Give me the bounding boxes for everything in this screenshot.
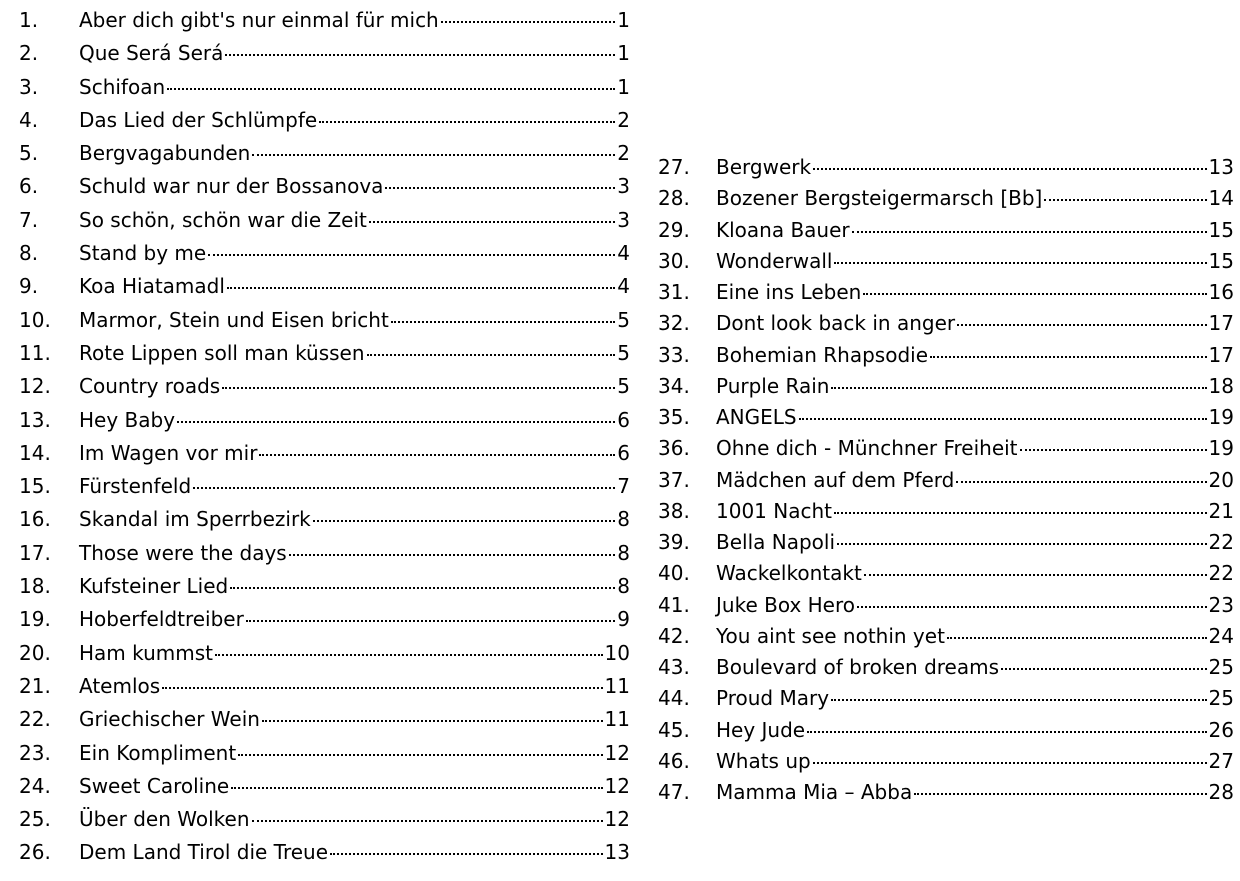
toc-entry-number: 29. [658, 217, 690, 242]
toc-entry-page: 2 [617, 107, 630, 132]
toc-entry-title: Das Lied der Schlümpfe [79, 107, 318, 132]
dotted-leader [262, 720, 603, 722]
toc-entry-title: Kufsteiner Lied [79, 574, 229, 599]
toc-entry [658, 749, 1234, 780]
toc-left-column [19, 8, 630, 874]
toc-entry-title: Those were the days [79, 540, 287, 565]
toc-entry-page: 19 [1208, 405, 1234, 429]
toc-entry-title: Juke Box Hero [716, 592, 856, 617]
dotted-leader [246, 620, 615, 622]
toc-entry-page: 11 [604, 673, 630, 698]
toc-entry-title: Bella Napoli [716, 530, 836, 554]
toc-entry-page: 4 [617, 241, 630, 266]
toc-entry-title: Rote Lippen soll man küssen [79, 340, 365, 365]
toc-entry-title: Marmor, Stein und Eisen bricht [79, 307, 389, 332]
toc-entry-page: 3 [617, 174, 630, 199]
toc-entry-page: 5 [617, 307, 630, 332]
toc-entry-page: 12 [604, 807, 630, 832]
toc-entry-number: 45. [658, 717, 690, 742]
toc-entry-number: 30. [658, 248, 690, 273]
toc-entry-page: 15 [1208, 217, 1234, 242]
toc-entry-number: 34. [658, 373, 690, 398]
toc-entry-number: 35. [658, 405, 690, 429]
toc-entry-title: So schön, schön war die Zeit [79, 207, 367, 232]
toc-entry-title: Mädchen auf dem Pferd [716, 467, 955, 492]
toc-entry [19, 174, 630, 207]
toc-entry [19, 141, 630, 174]
toc-entry [658, 218, 1234, 249]
dotted-leader [807, 731, 1206, 733]
dotted-leader [391, 321, 615, 323]
dotted-leader [956, 481, 1206, 483]
dotted-leader [252, 154, 615, 156]
toc-entry-page: 10 [604, 640, 630, 665]
dotted-leader [831, 699, 1207, 701]
toc-entry-page: 11 [604, 707, 630, 732]
toc-entry-title: Boulevard of broken dreams [716, 655, 1000, 679]
dotted-leader [813, 168, 1206, 170]
toc-entry [658, 249, 1234, 280]
toc-entry-number: 10. [19, 307, 51, 332]
toc-entry-title: Purple Rain [716, 373, 830, 398]
toc-entry [19, 208, 630, 241]
toc-entry-title: Griechischer Wein [79, 707, 260, 732]
toc-entry-page: 9 [617, 607, 630, 632]
toc-entry-title: Bohemian Rhapsodie [716, 342, 929, 367]
toc-entry-page: 3 [617, 207, 630, 232]
toc-entry-number: 16. [19, 507, 51, 532]
dotted-leader [215, 654, 603, 656]
toc-entry-page: 4 [617, 274, 630, 299]
dotted-leader [1001, 668, 1207, 670]
toc-entry-title: Mamma Mia – Abba [716, 780, 913, 804]
toc-entry-number: 8. [19, 241, 39, 266]
toc-entry [19, 341, 630, 374]
toc-entry-title: Hoberfeldtreiber [79, 607, 244, 632]
toc-entry-title: Koa Hiatamadl [79, 274, 225, 299]
toc-entry [658, 468, 1234, 499]
dotted-leader [330, 853, 603, 855]
dotted-leader [225, 54, 615, 56]
toc-entry-number: 12. [19, 374, 51, 399]
toc-entry-page: 17 [1208, 342, 1234, 367]
toc-entry-page: 2 [617, 141, 630, 166]
dotted-leader [319, 121, 615, 123]
toc-entry-page: 5 [617, 340, 630, 365]
toc-entry [19, 308, 630, 341]
toc-entry-page: 24 [1208, 623, 1234, 648]
toc-entry-title: Hey Baby [79, 407, 176, 432]
toc-entry-number: 17. [19, 540, 51, 565]
toc-entry [658, 686, 1234, 717]
toc-entry [658, 530, 1234, 561]
toc-entry-title: Ham kummst [79, 640, 214, 665]
toc-entry-title: Atemlos [79, 673, 161, 698]
toc-entry [19, 441, 630, 474]
dotted-leader [947, 637, 1207, 639]
toc-entry-number: 21. [19, 673, 51, 698]
toc-entry-page: 8 [617, 574, 630, 599]
dotted-leader [193, 487, 615, 489]
dotted-leader [313, 520, 615, 522]
toc-entry-number: 6. [19, 174, 39, 199]
toc-entry-title: ANGELS [716, 405, 797, 429]
toc-entry-page: 25 [1208, 655, 1234, 679]
toc-entry-page: 17 [1208, 311, 1234, 336]
toc-entry [19, 274, 630, 307]
toc-entry-page: 22 [1208, 530, 1234, 554]
toc-entry-number: 41. [658, 592, 690, 617]
toc-entry [19, 707, 630, 740]
toc-entry-number: 4. [19, 107, 39, 132]
toc-entry-page: 21 [1208, 498, 1234, 523]
toc-entry [658, 405, 1234, 436]
toc-entry-page: 16 [1208, 280, 1234, 304]
dotted-leader [227, 287, 615, 289]
dotted-leader [1044, 199, 1206, 201]
toc-entry [19, 840, 630, 873]
toc-entry-number: 25. [19, 807, 51, 832]
toc-entry-page: 22 [1208, 561, 1234, 586]
toc-entry-page: 1 [617, 8, 630, 32]
dotted-leader [385, 187, 615, 189]
toc-entry-title: Sweet Caroline [79, 773, 230, 798]
toc-entry-page: 25 [1208, 686, 1234, 711]
dotted-leader [259, 454, 615, 456]
toc-entry [19, 541, 630, 574]
toc-entry [658, 499, 1234, 530]
dotted-leader [957, 324, 1206, 326]
toc-entry-title: Eine ins Leben [716, 280, 862, 304]
toc-entry-number: 28. [658, 186, 690, 211]
toc-entry-number: 9. [19, 274, 39, 299]
dotted-leader [230, 587, 615, 589]
dotted-leader [231, 787, 602, 789]
dotted-leader [252, 820, 603, 822]
dotted-leader [930, 356, 1207, 358]
dotted-leader [831, 387, 1206, 389]
toc-entry-number: 3. [19, 74, 39, 99]
toc-entry [19, 574, 630, 607]
toc-entry-number: 24. [19, 773, 51, 798]
toc-entry [19, 607, 630, 640]
toc-entry-title: Que Será Será [79, 41, 224, 66]
toc-entry-page: 23 [1208, 592, 1234, 617]
dotted-leader [1020, 449, 1207, 451]
toc-entry-title: Fürstenfeld [79, 474, 192, 499]
toc-entry-page: 20 [1208, 467, 1234, 492]
toc-entry-title: Ohne dich - Münchner Freiheit [716, 436, 1018, 461]
toc-entry-number: 33. [658, 342, 690, 367]
toc-entry-title: Whats up [716, 748, 811, 773]
dotted-leader [238, 754, 602, 756]
toc-entry [19, 241, 630, 274]
toc-entry-page: 8 [617, 540, 630, 565]
toc-entry-title: You aint see nothin yet [716, 623, 945, 648]
toc-entry [19, 474, 630, 507]
toc-entry-title: Wonderwall [716, 248, 833, 273]
toc-entry-number: 23. [19, 740, 51, 765]
toc-entry [19, 374, 630, 407]
toc-entry [658, 624, 1234, 655]
toc-entry-page: 12 [604, 740, 630, 765]
toc-entry-number: 5. [19, 141, 39, 166]
toc-entry-title: 1001 Nacht [716, 498, 832, 523]
toc-entry [658, 593, 1234, 624]
toc-entry [658, 343, 1234, 374]
toc-entry [19, 108, 630, 141]
dotted-leader [864, 574, 1207, 576]
toc-entry-page: 19 [1208, 436, 1234, 461]
toc-entry-title: Skandal im Sperrbezirk [79, 507, 311, 532]
toc-entry-page: 12 [604, 773, 630, 798]
toc-entry-title: Bergwerk [716, 155, 812, 179]
toc-entry-title: Im Wagen vor mir [79, 440, 258, 465]
toc-entry-title: Hey Jude [716, 717, 806, 742]
toc-entry [19, 641, 630, 674]
toc-entry-title: Dont look back in anger [716, 311, 956, 336]
toc-entry-number: 22. [19, 707, 51, 732]
toc-entry-number: 14. [19, 440, 51, 465]
toc-entry-number: 38. [658, 498, 690, 523]
toc-entry [19, 8, 630, 41]
toc-entry-page: 15 [1208, 248, 1234, 273]
dotted-leader [369, 221, 615, 223]
toc-entry-page: 28 [1208, 780, 1234, 804]
toc-entry-title: Bergvagabunden [79, 141, 251, 166]
toc-entry-number: 1. [19, 8, 39, 32]
toc-entry-title: Wackelkontakt [716, 561, 862, 586]
toc-entry-number: 18. [19, 574, 51, 599]
toc-entry-number: 11. [19, 340, 51, 365]
toc-entry-number: 46. [658, 748, 690, 773]
dotted-leader [834, 512, 1207, 514]
dotted-leader [863, 293, 1206, 295]
toc-entry [658, 718, 1234, 749]
toc-entry [19, 774, 630, 807]
toc-entry-page: 13 [1208, 155, 1234, 179]
dotted-leader [852, 231, 1207, 233]
toc-entry-title: Schuld war nur der Bossanova [79, 174, 384, 199]
toc-entry-page: 1 [617, 41, 630, 66]
toc-entry-number: 13. [19, 407, 51, 432]
toc-entry-number: 37. [658, 467, 690, 492]
toc-entry [19, 507, 630, 540]
dotted-leader [834, 262, 1206, 264]
toc-entry [658, 280, 1234, 311]
dotted-leader [813, 762, 1207, 764]
toc-entry-title: Aber dich gibt's nur einmal für mich [79, 8, 439, 32]
dotted-leader [441, 21, 616, 23]
dotted-leader [289, 554, 616, 556]
toc-entry-page: 8 [617, 507, 630, 532]
toc-entry-title: Über den Wolken [79, 807, 250, 832]
toc-entry [658, 186, 1234, 217]
toc-entry [19, 41, 630, 74]
toc-entry-number: 2. [19, 41, 39, 66]
toc-entry [19, 674, 630, 707]
toc-entry-page: 14 [1208, 186, 1234, 211]
toc-entry-number: 39. [658, 530, 690, 554]
dotted-leader [167, 88, 615, 90]
toc-entry-number: 20. [19, 640, 51, 665]
dotted-leader [222, 387, 615, 389]
toc-entry-title: Kloana Bauer [716, 217, 850, 242]
dotted-leader [208, 254, 615, 256]
toc-entry-number: 19. [19, 607, 51, 632]
toc-entry-page: 6 [617, 440, 630, 465]
toc-entry [19, 807, 630, 840]
dotted-leader [162, 687, 602, 689]
toc-entry-number: 42. [658, 623, 690, 648]
toc-entry-number: 31. [658, 280, 690, 304]
toc-entry [19, 408, 630, 441]
toc-entry-number: 7. [19, 207, 39, 232]
toc-entry-number: 43. [658, 655, 690, 679]
dotted-leader [857, 606, 1207, 608]
toc-entry-title: Stand by me [79, 241, 207, 266]
toc-entry [658, 561, 1234, 592]
toc-entry [658, 311, 1234, 342]
toc-entry-number: 27. [658, 155, 690, 179]
toc-entry-page: 6 [617, 407, 630, 432]
toc-entry [658, 655, 1234, 686]
toc-entry-title: Bozener Bergsteigermarsch [Bb] [716, 186, 1043, 211]
dotted-leader [799, 418, 1207, 420]
toc-entry-page: 7 [617, 474, 630, 499]
toc-entry [658, 780, 1234, 811]
toc-entry [658, 155, 1234, 186]
toc-entry-number: 36. [658, 436, 690, 461]
toc-entry-number: 40. [658, 561, 690, 586]
toc-entry [19, 75, 630, 108]
dotted-leader [837, 543, 1207, 545]
toc-entry [658, 436, 1234, 467]
toc-entry-number: 15. [19, 474, 51, 499]
toc-entry-title: Country roads [79, 374, 221, 399]
toc-entry [19, 741, 630, 774]
toc-entry-page: 13 [604, 840, 630, 865]
toc-entry-number: 47. [658, 780, 690, 804]
dotted-leader [367, 354, 616, 356]
toc-entry-title: Ein Kompliment [79, 740, 237, 765]
toc-entry-page: 1 [617, 74, 630, 99]
toc-entry-page: 26 [1208, 717, 1234, 742]
toc-right-column [658, 155, 1234, 811]
toc-entry-title: Schifoan [79, 74, 166, 99]
toc-entry [658, 374, 1234, 405]
toc-entry-title: Proud Mary [716, 686, 830, 711]
dotted-leader [177, 421, 615, 423]
toc-entry-title: Dem Land Tirol die Treue [79, 840, 329, 865]
toc-entry-number: 44. [658, 686, 690, 711]
toc-entry-page: 27 [1208, 748, 1234, 773]
dotted-leader [914, 793, 1206, 795]
toc-entry-number: 26. [19, 840, 51, 865]
toc-entry-number: 32. [658, 311, 690, 336]
toc-entry-page: 18 [1208, 373, 1234, 398]
toc-entry-page: 5 [617, 374, 630, 399]
